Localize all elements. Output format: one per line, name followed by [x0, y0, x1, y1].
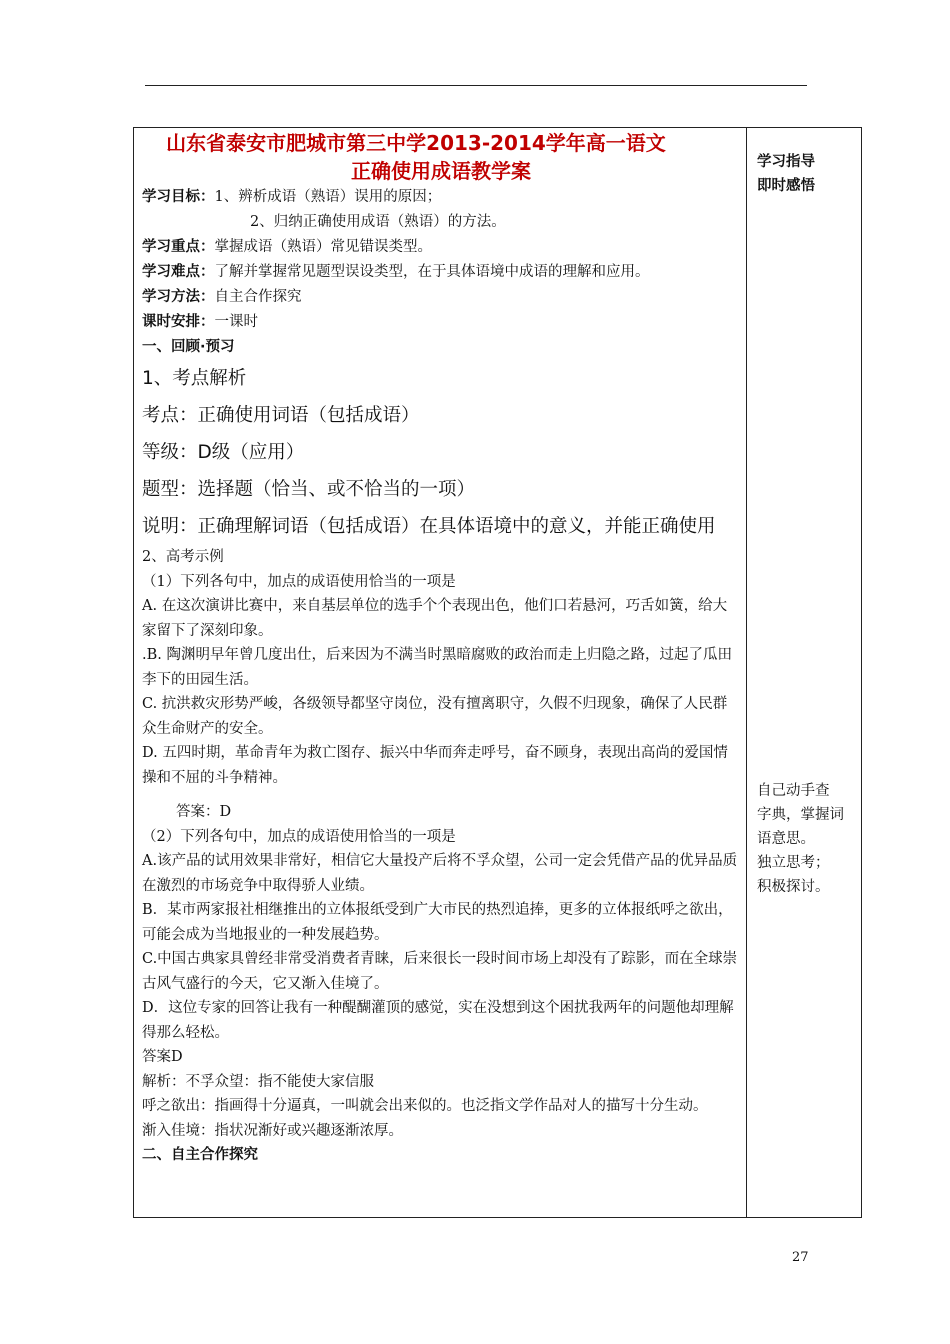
document-subtitle: 正确使用成语教学案	[351, 159, 531, 183]
side-note-3: 语意思。	[757, 831, 815, 847]
header-rule	[145, 85, 807, 86]
method-text: 自主合作探究	[214, 289, 302, 305]
q2-option-a: A.该产品的试用效果非常好，相信它大量投产后将不孚众望，公司一定会凭借产品的优异品质在激烈的市场竞争中取得骄人业绩。	[142, 853, 738, 894]
q1-option-a: A. 在这次演讲比赛中，来自基层单位的选手个个表现出色，他们口若悬河，巧舌如簧，给大家留下了深刻印象。	[142, 598, 728, 639]
q1-option-b: .B. 陶渊明早年曾几度出仕，后来因为不满当时黑暗腐败的政治而走上归隐之路，过起了瓜田李下的田园生活。	[142, 647, 732, 688]
side-note-1: 自己动手查	[757, 783, 830, 799]
section-heading-1: 一、回顾·预习	[142, 339, 235, 355]
q2-option-b: B．某市两家报社相继推出的立体报纸受到广大市民的热烈追捧，更多的立体报纸呼之欲出，可能会成为当地报业的一种发展趋势。	[142, 902, 733, 943]
analysis-type: 题型：选择题（恰当、或不恰当的一项）	[142, 479, 476, 500]
method-row	[142, 285, 740, 310]
side-note-2: 字典，掌握词	[757, 807, 844, 823]
column-divider	[746, 127, 747, 1218]
focus-text: 掌握成语（熟语）常见错误类型。	[214, 239, 432, 255]
focus-label: 学习重点：	[142, 239, 215, 255]
goals-row	[142, 185, 740, 210]
schedule-row	[142, 310, 740, 335]
q2-option-d: D．这位专家的回答让我有一种醍醐灌顶的感觉，实在没想到这个困扰我两年的问题他却理解得那么轻松。	[142, 1000, 734, 1041]
q2-explanation-2: 呼之欲出：指画得十分逼真，一叫就会出来似的。也泛指文学作品对人的描写十分生动。	[142, 1098, 708, 1114]
analysis-desc: 说明：正确理解词语（包括成语）在具体语境中的意义，并能正确使用	[142, 516, 716, 537]
main-column	[142, 127, 740, 1168]
spacer	[142, 790, 740, 800]
q2-answer: 答案D	[142, 1049, 183, 1065]
page-number: 27	[792, 1250, 809, 1265]
side-header-2: 即时感悟	[757, 178, 815, 194]
side-header	[757, 150, 857, 198]
q2-option-c: C.中国古典家具曾经非常受消费者青睐，后来很长一段时间市场上却没有了踪影，而在全球崇古风气盛行的今天，它又渐入佳境了。	[142, 951, 738, 992]
analysis-point: 考点：正确使用词语（包括成语）	[142, 405, 420, 426]
method-label: 学习方法：	[142, 289, 215, 305]
difficulty-row	[142, 260, 740, 285]
analysis-heading: 1、考点解析	[142, 368, 247, 389]
side-note-5: 积极探讨。	[757, 879, 830, 895]
q2-explanation-3: 渐入佳境：指状况渐好或兴趣逐渐浓厚。	[142, 1122, 403, 1139]
side-note	[757, 779, 857, 899]
q2-explanation-1: 解析：不孚众望：指不能使大家信服	[142, 1073, 374, 1090]
focus-row	[142, 235, 740, 260]
difficulty-text: 了解并掌握常见题型误设类型，在于具体语境中成语的理解和应用。	[214, 264, 650, 280]
schedule-text: 一课时	[214, 314, 258, 330]
side-note-4: 独立思考；	[757, 855, 830, 871]
document-title: 山东省泰安市肥城市第三中学2013-2014学年高一语文	[166, 131, 666, 155]
q1-stem: （1）下列各句中，加点的成语使用恰当的一项是	[142, 573, 456, 590]
examples-heading: 2、高考示例	[142, 549, 224, 565]
schedule-label: 课时安排：	[142, 314, 215, 330]
q1-option-d: D. 五四时期，革命青年为救亡图存、振兴中华而奔走呼号，奋不顾身，表现出高尚的爱国情操和不屈的斗争精神。	[142, 745, 728, 786]
section-heading-2: 二、自主合作探究	[142, 1147, 258, 1163]
side-header-1: 学习指导	[757, 154, 815, 170]
goals-item-1: 1、辨析成语（熟语）误用的原因；	[214, 189, 442, 205]
difficulty-label: 学习难点：	[142, 264, 215, 280]
q2-stem: （2）下列各句中，加点的成语使用恰当的一项是	[142, 828, 456, 845]
goals-label: 学习目标：	[142, 189, 215, 205]
analysis-level: 等级：D级（应用）	[142, 442, 305, 463]
q1-option-c: C. 抗洪救灾形势严峻，各级领导都坚守岗位，没有擅离职守，久假不归现象，确保了人民群众生命财产的安全。	[142, 696, 728, 737]
q1-answer: 答案：D	[176, 804, 232, 820]
goals-item-2: 2、归纳正确使用成语（熟语）的方法。	[250, 214, 506, 230]
